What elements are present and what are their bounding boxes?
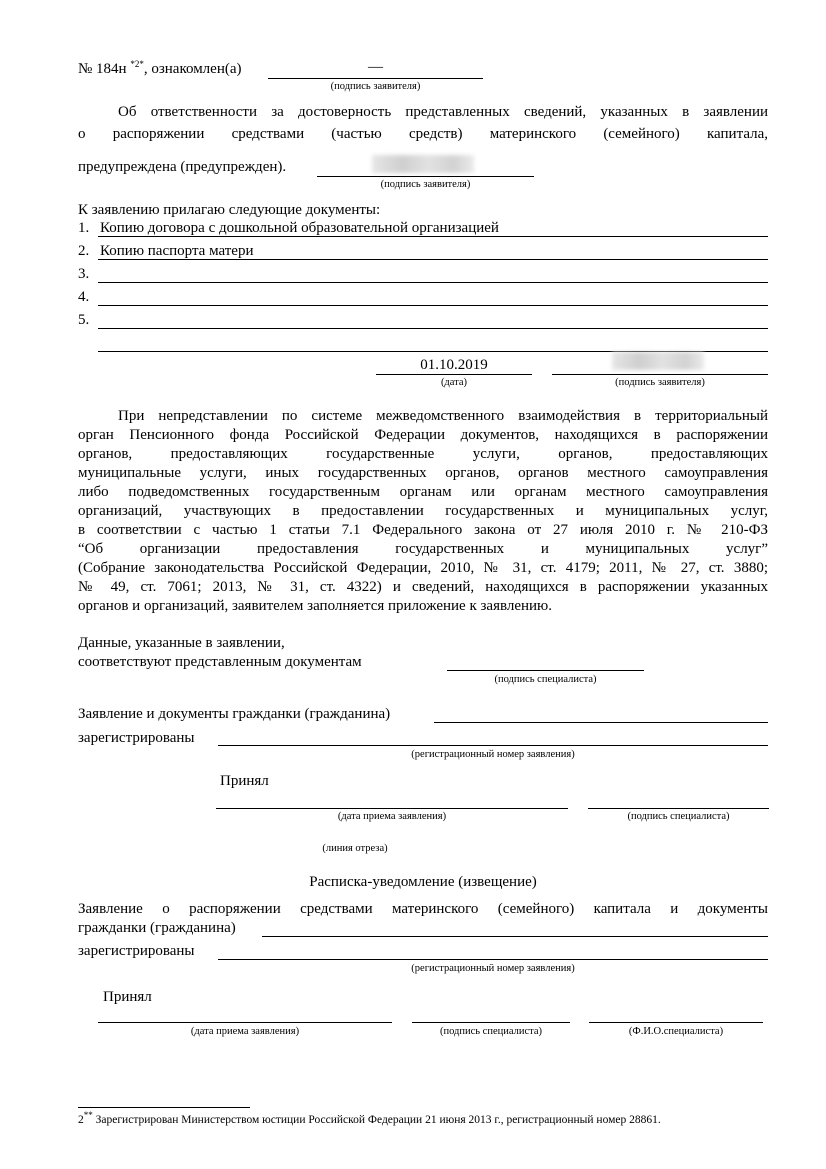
- paragraph-line-8: “Об организации предоставления государственных и муниципальных услуг”: [78, 541, 768, 557]
- responsibility-line-1: Об ответственности за достоверность представленных сведений, указанных в заявлении: [118, 104, 768, 120]
- paragraph-line-9: (Собрание законодательства Российской Федерации, 2010, № 31, ст. 4179; 2011, № 27, ст. 3880;: [78, 560, 768, 576]
- specialist-signature-caption: (подпись специалиста): [494, 674, 597, 685]
- docs-registered-label: Заявление и документы гражданки (гражданина): [78, 706, 391, 722]
- attachment-line-4: [98, 305, 768, 306]
- redacted-signature-2: [612, 352, 704, 370]
- attachment-number-2: 2.: [78, 243, 90, 259]
- paragraph-line-3: органов, предоставляющих государственные услуги, органов, предоставляющих: [78, 446, 768, 462]
- reg-number-caption: (регистрационный номер заявления): [411, 749, 575, 760]
- cut-line-caption: (линия отреза): [322, 843, 388, 854]
- citizen-name-line[interactable]: [434, 722, 768, 723]
- law-reference: № 184н $^{*2*}$, ознакомлен(а): [78, 59, 242, 77]
- date-caption: (дата): [440, 377, 468, 388]
- registered-label: зарегистрированы: [78, 730, 195, 746]
- paragraph-last-line: органов и организаций, заявителем заполняется приложение к заявлению.: [78, 598, 553, 614]
- receipt-reg-number-caption: (регистрационный номер заявления): [411, 964, 575, 974]
- footnote-divider: [78, 1107, 250, 1108]
- accepted-label: Принял: [220, 773, 269, 789]
- attachments-heading: К заявлению прилагаю следующие документы:: [78, 202, 381, 218]
- receipt-accepted-label: Принял: [103, 989, 152, 1005]
- responsibility-line-2: о распоряжении средствами (частью средств) материнского (семейного) капитала,: [78, 126, 768, 142]
- specialist-signature-line-2[interactable]: [588, 808, 769, 809]
- receipt-reg-number-line[interactable]: [218, 959, 768, 960]
- accept-date-caption: (дата приема заявления): [337, 811, 447, 822]
- date-value[interactable]: 01.10.2019: [420, 357, 488, 373]
- receipt-signature-caption: (подпись специалиста): [439, 1026, 543, 1037]
- paragraph-line-7: в соответствии с частью 1 статьи 7.1 Федерального закона от 27 июля 2010 г. № 210-ФЗ: [78, 522, 768, 538]
- specialist-signature-caption-2: (подпись специалиста): [627, 811, 730, 822]
- redacted-signature-1: [372, 155, 474, 173]
- receipt-line-1: Заявление о распоряжении средствами материнского (семейного) капитала и документы: [78, 901, 768, 917]
- receipt-citizen-line[interactable]: [262, 936, 768, 937]
- paragraph-line-4: муниципальные услуги, иных государственных органов, органов местного самоуправления: [78, 465, 768, 481]
- receipt-registered-label: зарегистрированы: [78, 943, 195, 959]
- warned-label: предупреждена (предупрежден).: [78, 159, 287, 175]
- receipt-signature-line[interactable]: [412, 1022, 570, 1023]
- paragraph-line-6: организаций, участвующих в предоставлении государственных и муниципальных услуг,: [78, 503, 768, 519]
- receipt-line-2-label: гражданки (гражданина): [78, 920, 236, 936]
- applicant-signature-line-3[interactable]: [552, 374, 768, 375]
- attachment-number-1: 1.: [78, 220, 90, 236]
- attachment-number-5: 5.: [78, 312, 90, 328]
- accept-date-line[interactable]: [216, 808, 568, 809]
- receipt-accept-date-caption: (дата приема заявления): [190, 1026, 300, 1037]
- paragraph-line-2: орган Пенсионного фонда Российской Федерации документов, находящихся в распоряжении: [78, 427, 768, 443]
- specialist-signature-line[interactable]: [447, 670, 644, 671]
- paragraph-line-10: № 49, ст. 7061; 2013, № 31, ст. 4322) и сведений, находящихся в распоряжении указанных: [78, 579, 768, 595]
- footnote: 2** Зарегистрирован Министерством юстиции Российской Федерации 21 июня 2013 г., регистрационный номер 28861.: [78, 1110, 661, 1126]
- paragraph-line-5: либо подведомственных государственным органам или органам местного самоуправления: [78, 484, 768, 500]
- specialist-line-2: соответствуют представленным документам: [78, 654, 362, 670]
- attachment-number-4: 4.: [78, 289, 90, 305]
- receipt-fio-caption: (Ф.И.О.специалиста): [628, 1026, 724, 1037]
- attachment-line-2: [98, 259, 768, 260]
- signature-caption-1: (подпись заявителя): [330, 81, 421, 92]
- specialist-line-1: Данные, указанные в заявлении,: [78, 635, 285, 651]
- signature-caption-2: (подпись заявителя): [380, 179, 471, 190]
- signature-dash: —: [368, 59, 383, 75]
- paragraph-line-1: При непредставлении по системе межведомственного взаимодействия в территориальный: [118, 408, 768, 424]
- attachment-line-3: [98, 282, 768, 283]
- reg-number-line[interactable]: [218, 745, 768, 746]
- attachment-number-3: 3.: [78, 266, 90, 282]
- applicant-signature-line-2[interactable]: [317, 176, 534, 177]
- signature-caption-3: (подпись заявителя): [615, 377, 705, 388]
- attachment-text-2[interactable]: Копию паспорта матери: [100, 243, 254, 259]
- receipt-title: Расписка-уведомление (извещение): [309, 874, 537, 890]
- attachment-text-1[interactable]: Копию договора с дошкольной образовательной организацией: [100, 220, 499, 236]
- attachment-line-5: [98, 328, 768, 329]
- applicant-signature-line-1[interactable]: [268, 78, 483, 79]
- receipt-fio-line[interactable]: [589, 1022, 763, 1023]
- date-line: [376, 374, 532, 375]
- attachment-line-1: [98, 236, 768, 237]
- receipt-accept-date-line[interactable]: [98, 1022, 392, 1023]
